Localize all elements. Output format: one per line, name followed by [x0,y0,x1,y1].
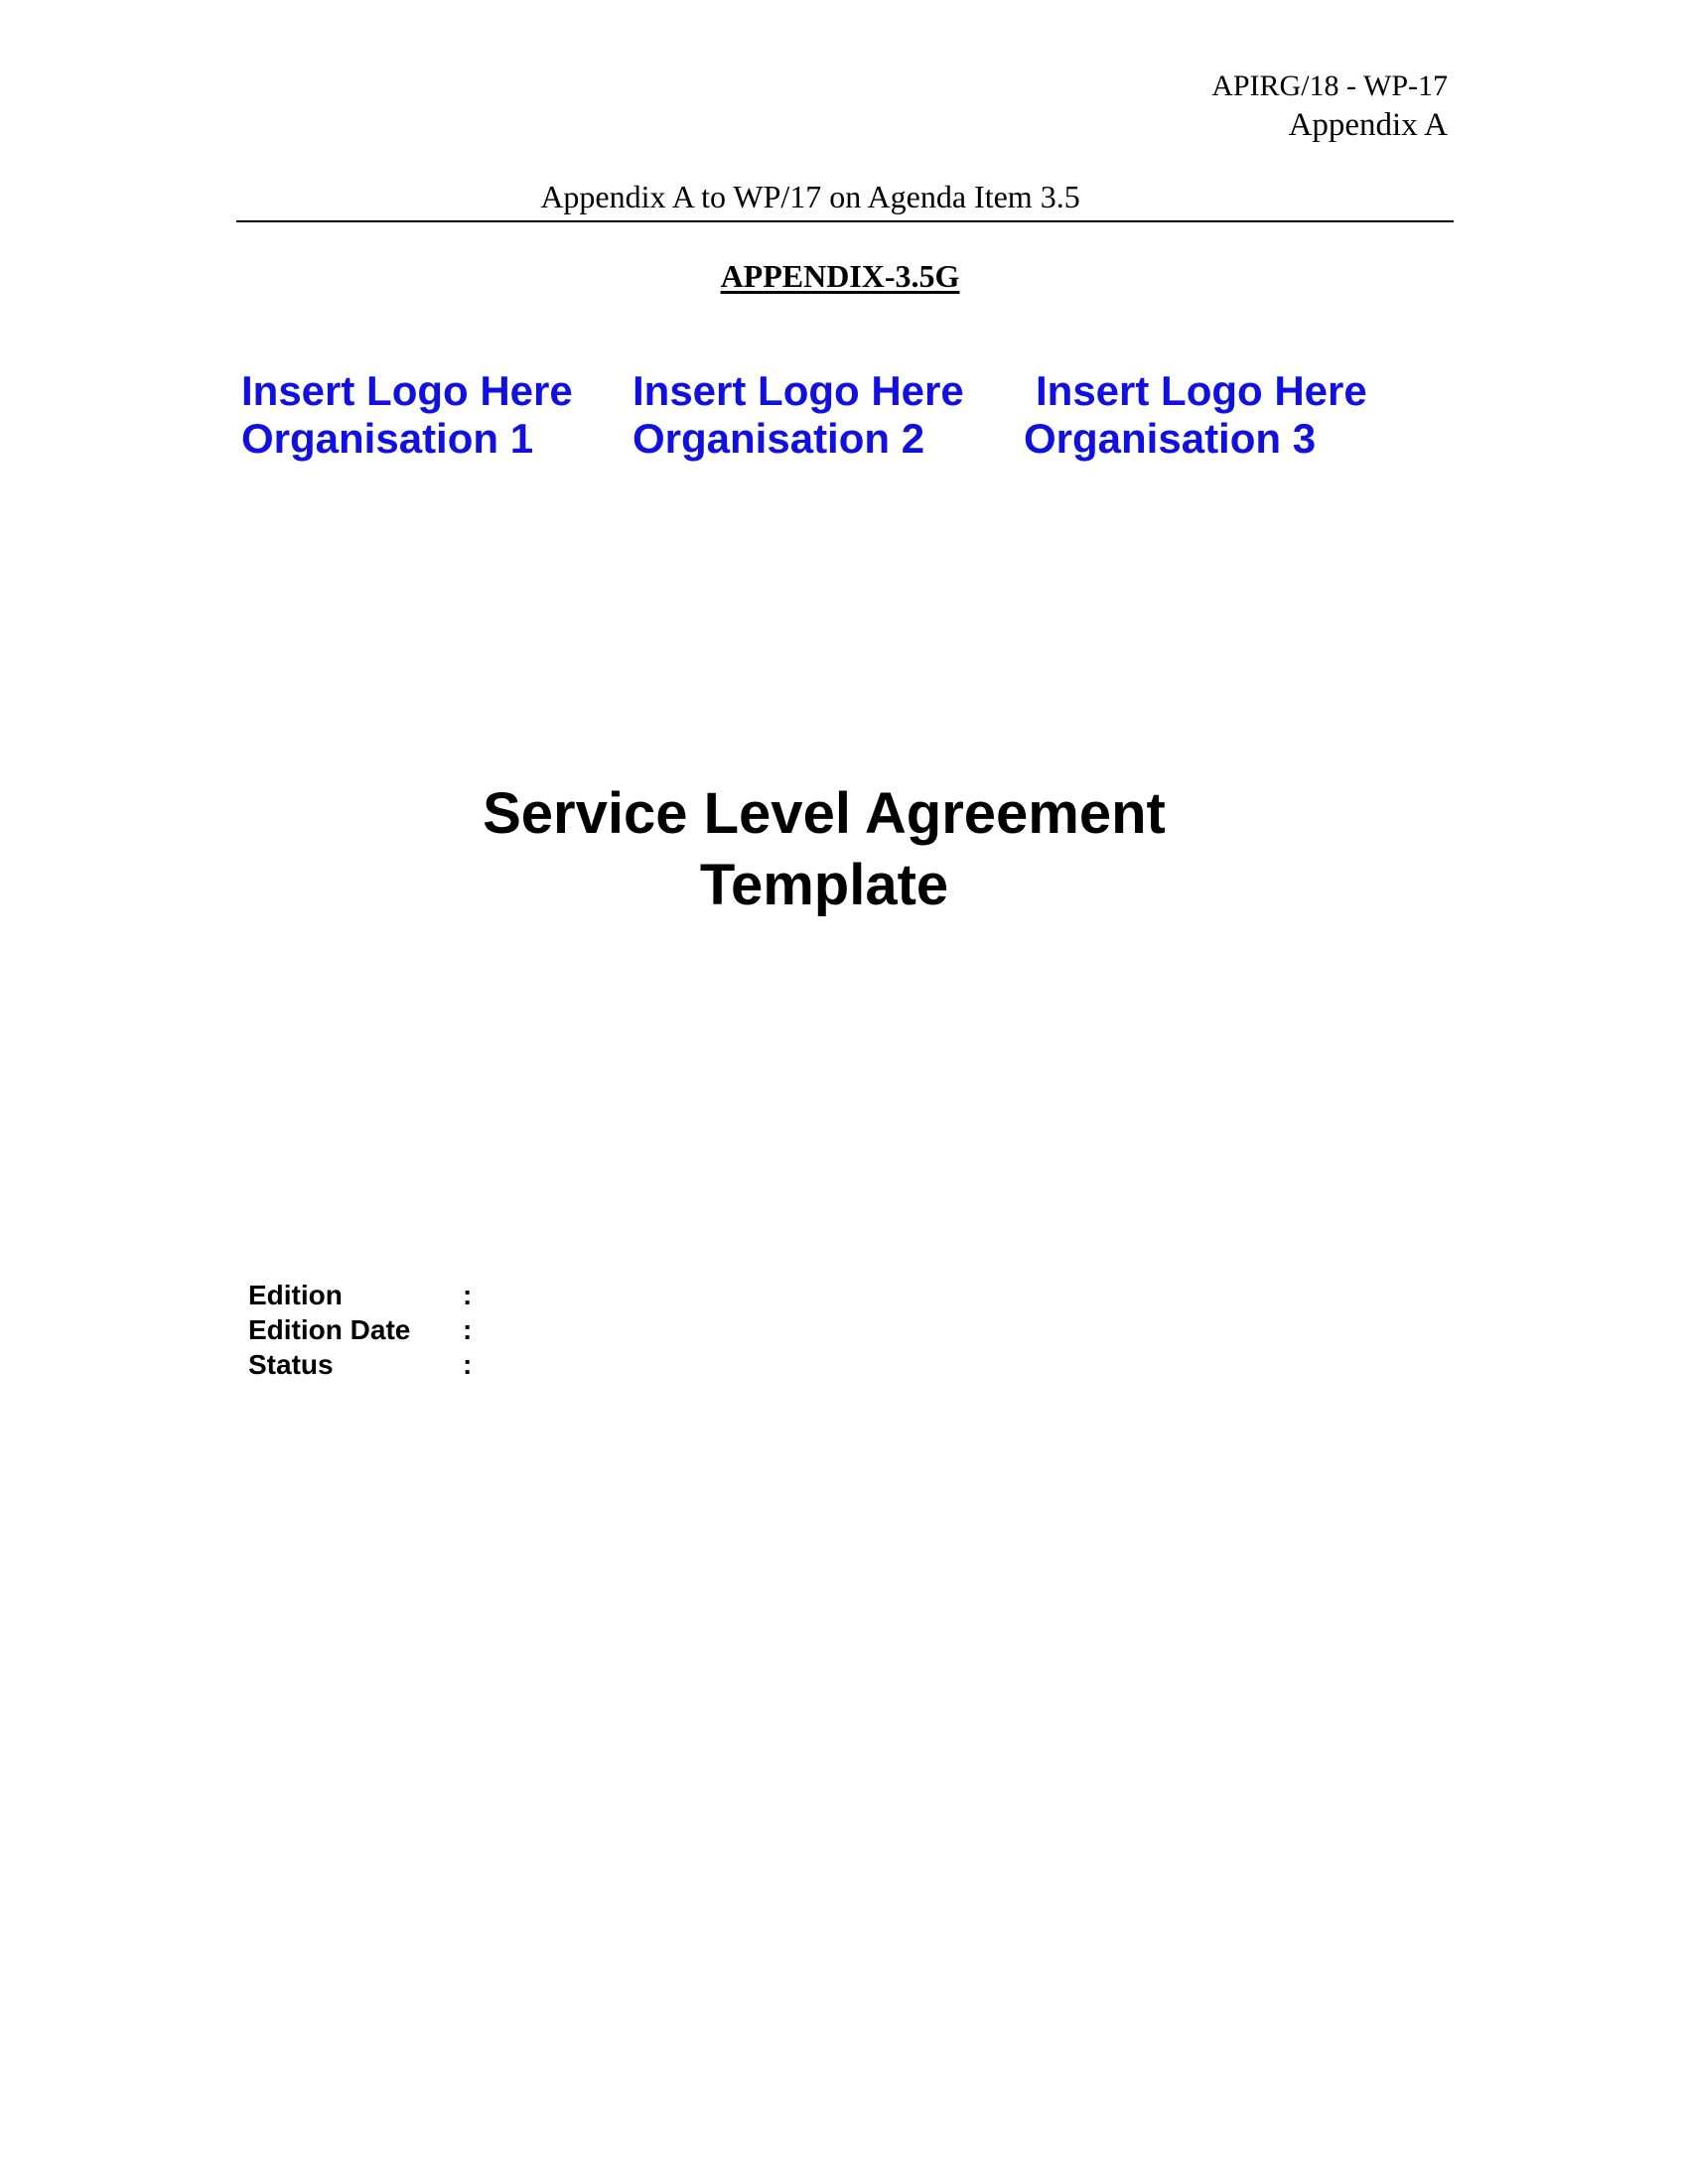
logo-placeholder-2 [633,367,964,463]
organisation-name: Organisation 1 [241,415,534,462]
document-title-line-1: Service Level Agreement [483,781,1166,846]
edition-date-separator: : [463,1314,473,1345]
document-reference [1211,68,1448,145]
logo-placeholder-3 [1024,367,1367,463]
edition-label: Edition [248,1280,343,1310]
edition-info [248,1278,483,1382]
status-separator: : [463,1349,473,1380]
logo-placeholder-text: Insert Logo Here [241,367,573,414]
edition-separator: : [463,1280,473,1310]
organisation-name: Organisation 3 [1024,415,1317,462]
organisation-name: Organisation 2 [633,415,925,462]
logo-placeholder-text: Insert Logo Here [633,367,964,414]
appendix-label: Appendix A [1288,107,1448,143]
appendix-heading-text: APPENDIX-3.5G [720,258,960,294]
edition-date-label: Edition Date [248,1314,411,1345]
logo-placeholder-text: Insert Logo Here [1036,367,1367,414]
document-title [0,778,1688,921]
logo-placeholder-1 [241,367,573,463]
header-divider [236,220,1454,222]
appendix-heading [0,256,1688,296]
header-caption: Appendix A to WP/17 on Agenda Item 3.5 [540,179,1080,214]
status-label: Status [248,1349,334,1380]
document-title-line-2: Template [699,853,949,917]
reference-number: APIRG/18 - WP-17 [1211,69,1448,102]
logo-placeholders [0,367,1688,477]
edition-row [248,1278,483,1312]
status-row [248,1347,483,1382]
edition-date-row [248,1312,483,1347]
